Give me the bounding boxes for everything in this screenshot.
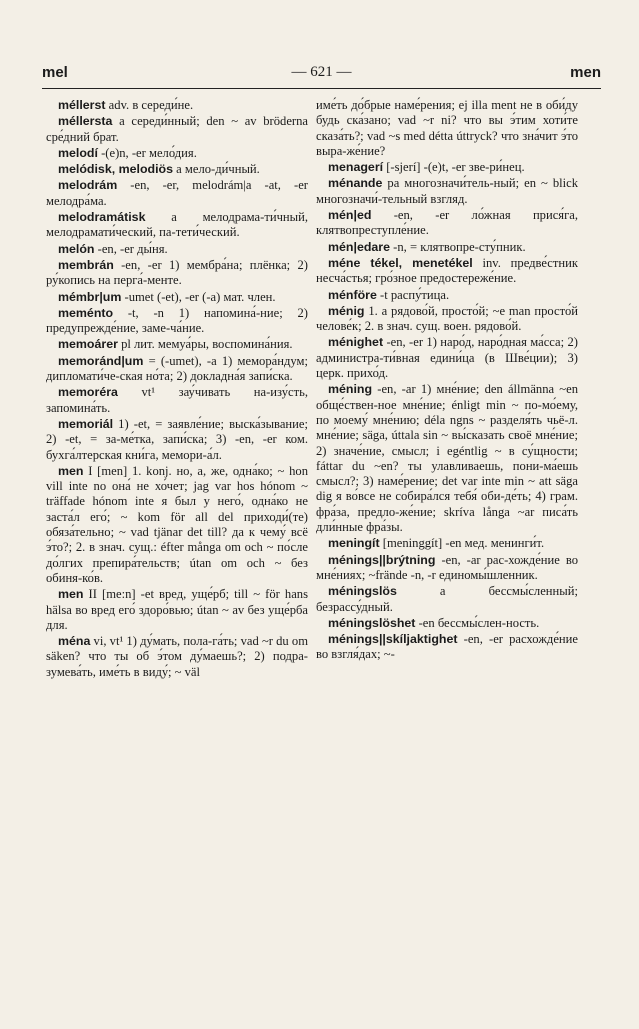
entry-definition: pa многозначи́тель-ный; en ~ blick многозначи́-тельный взгляд.	[316, 176, 578, 206]
entry-definition: inv. предве́стник несча́стья; гро́зное предостереже́ние.	[316, 255, 578, 286]
entry-headword: ménig	[328, 303, 365, 318]
entry-headword: melódisk, melodiös	[58, 162, 173, 177]
entry-definition: [meninggít] -en мед. менинги́т.	[379, 536, 545, 551]
entry-definition: pl лит. мемуа́ры, воспомина́ния.	[117, 337, 293, 352]
entry-headword: méning	[328, 382, 373, 397]
entry-headword: mémbr|um	[58, 289, 122, 304]
dictionary-entry	[46, 354, 308, 385]
entry-definition: -en, -ar 1) мне́ние; den állmänna ~en обще́ствен-ное мне́ние; énligt min ~ по-мо́ему, по моему́ мне́нию; déla ngns ~ разделя́ть чьё-л. мне́ние; säga, úttala sin ~ вы́сказать своё мне́ние; 2) значе́ние, смысл; i egéntlig ~ в су́щности; fáttar du ~en? ты улавливаешь, пони-ма́ешь смысл?; 3) наме́рение; det var inte min ~ att säga dig я во́все не собира́лся тебя́ оби-де́ть; 4) грам. фра́за, предло-же́ние; skríva långa ~ar писа́ть дли́нные фра́зы.	[316, 382, 578, 535]
entry-definition: 1. a рядово́й, просто́й; ~e man просто́й челове́к; 2. в знач. сущ. воен. рядово́й.	[316, 303, 578, 334]
dictionary-entry	[46, 162, 308, 177]
entry-headword: melón	[58, 241, 95, 256]
dictionary-entry	[46, 258, 308, 289]
entry-headword: méningslöshet	[328, 615, 416, 630]
entry-definition: a мелодрама-ти́чный, мелодрамати́ческий, па-тети́ческий.	[46, 210, 308, 240]
dictionary-entry	[316, 335, 578, 381]
entry-headword: mén|ed	[328, 208, 372, 223]
dictionary-entry	[46, 210, 308, 241]
entry-definition: = (-umet), -a 1) мемора́ндум; дипломати́че-ская но́та; 2) докладна́я запи́ска.	[46, 353, 308, 384]
entry-headword: memoárer	[58, 337, 118, 352]
entry-headword: melodrám	[58, 178, 118, 193]
dictionary-entry	[46, 290, 308, 305]
entry-headword: méllersta	[58, 114, 113, 129]
entry-headword: memoránd|um	[58, 353, 144, 368]
entry-definition: a мело-ди́чный.	[173, 162, 260, 177]
page-header	[42, 64, 601, 89]
dictionary-entry	[316, 176, 578, 207]
entry-definition: -n, = клятвопре-сту́пник.	[390, 239, 526, 254]
entry-definition: vi, vt¹ 1) ду́мать, пола-га́ть; vad ~r du om säken? что ты об э́том ду́маешь?; 2) подра-зумева́ть, име́ть в виду́; ~ väl	[46, 634, 308, 679]
entry-headword: ménande	[328, 176, 383, 191]
entry-headword: ménighet	[328, 335, 384, 350]
page-number: — 621 —	[291, 64, 352, 80]
dictionary-entry	[316, 536, 578, 551]
dictionary-entry	[316, 382, 578, 535]
entry-headword: melodramátisk	[58, 210, 146, 225]
dictionary-entry	[316, 553, 578, 584]
dictionary-entry	[46, 242, 308, 257]
dictionary-entry	[316, 240, 578, 255]
header-left-guide-word: mel	[42, 64, 68, 81]
right-column	[316, 98, 578, 664]
entry-headword: membrán	[58, 257, 114, 272]
entry-definition: I [men] 1. konj. но, а, же, одна́ко; ~ hon vill inte no она́ не хо́чет; jag var hos hónom ~ träffade hónom inte я был у него́, одна́ко не заста́л его́; ~ kom för all del приходи́(те) обяза́тельно; ~ vad tjänar det till? да к чему́ всё э́то?; 2. в знач. сущ.: éfter många om och ~ по́сле до́лгих препира́тельств; útan om och ~ без обиня-ко́в.	[46, 463, 308, 585]
dictionary-entry	[46, 385, 308, 416]
entry-headword: ménings||brýtning	[328, 552, 436, 567]
dictionary-entry	[46, 417, 308, 463]
entry-definition: -en бессмы́слен-ность.	[415, 615, 540, 630]
entry-definition: -en, -er ды́ня.	[94, 241, 168, 256]
entry-headword: meningít	[328, 536, 380, 551]
dictionary-entry	[316, 632, 578, 663]
entry-definition: -en, -er ло́жная прися́га, клятвопреступле́ние.	[316, 208, 578, 238]
entry-headword: memoriál	[58, 416, 114, 431]
entry-headword: men	[58, 587, 84, 602]
dictionary-entry	[316, 584, 578, 615]
entry-headword: melodí	[58, 145, 98, 160]
entry-headword: méne tékel, menetékel	[328, 255, 473, 270]
dictionary-entry	[46, 306, 308, 337]
entry-headword: meménto	[58, 305, 114, 320]
entry-headword: menagerí	[328, 160, 384, 175]
dictionary-entry	[316, 288, 578, 303]
left-column	[46, 98, 308, 681]
entry-definition: -umet (-et), -er (-a) мат. член.	[121, 289, 276, 304]
entry-headword: ménföre	[328, 287, 377, 302]
entry-headword: memoréra	[58, 385, 118, 400]
entry-definition: 1) -et, = заявле́ние; выска́зывание; 2) -et, = за-ме́тка, запи́ска; 3) -en, -er ком. бухга́лтерская кни́га, мемори-а́л.	[46, 416, 308, 462]
entry-definition: II [me:n] -et вред, уще́рб; till ~ för hans hälsa во вред его́ здоро́вью; útan ~ av без уще́рба для.	[46, 587, 308, 632]
entry-definition: име́ть до́брые наме́рения; ej illa ment не в оби́ду будь ска́зано; vad ~r ni? что вы э́тим хоти́те сказа́ть?; vad ~s med détta úttryck? что зна́чит э́то выра-же́ние?	[316, 98, 578, 158]
dictionary-entry	[46, 146, 308, 161]
dictionary-entry	[46, 114, 308, 145]
entry-definition: -t, -n 1) напомина́-ние; 2) предупрежде́ние, заме-ча́ние.	[46, 305, 308, 336]
dictionary-entry	[46, 178, 308, 209]
entry-definition: [-sjerí] -(e)t, -er зве-ри́нец.	[383, 160, 525, 175]
entry-definition: -en, -er 1) мембра́на; плёнка; 2) ру́копись на перга́-менте.	[46, 257, 308, 288]
dictionary-entry	[316, 160, 578, 175]
entry-headword: méllerst	[58, 98, 106, 112]
entry-definition: adv. в середи́не.	[105, 98, 194, 112]
entry-definition: -(e)n, -er мело́дия.	[97, 145, 197, 160]
entry-definition: -en, -ar рас-хожде́ние во мне́ниях; ~frände -n, -r единомы́шленник.	[316, 552, 578, 582]
dictionary-entry	[46, 634, 308, 680]
entry-headword: méningslös	[328, 584, 397, 599]
entry-definition: -en, -er 1) наро́д, наро́дная ма́сса; 2) администра-ти́вная едини́ца (в Шве́ции); 3) церк. прихо́д.	[316, 335, 578, 381]
dictionary-entry	[316, 304, 578, 335]
entry-headword: men	[58, 463, 84, 478]
entry-definition: -t распу́тица.	[376, 287, 450, 302]
entry-definition: -en, -er, melodrám|a -at, -er мелодра́ма.	[46, 178, 308, 208]
dictionary-entry	[316, 98, 578, 159]
entry-definition: -en, -er расхожде́ние во взгля́дах; ~-	[316, 632, 578, 662]
dictionary-entry	[46, 337, 308, 352]
entry-definition: a середи́нный; den ~ av bröderna сре́дний брат.	[46, 114, 308, 144]
entry-headword: ména	[58, 634, 91, 649]
entry-definition: a бессмы́сленный; безрассу́дный.	[316, 584, 578, 614]
dictionary-entry	[46, 587, 308, 633]
dictionary-entry	[316, 256, 578, 287]
dictionary-entry	[46, 464, 308, 586]
dictionary-entry	[316, 616, 578, 631]
header-right-guide-word: men	[570, 64, 601, 81]
entry-headword: mén|edare	[328, 239, 391, 254]
entry-definition: vt¹ зау́чивать на-изу́сть, запомина́ть.	[46, 385, 308, 415]
dictionary-entry	[46, 98, 308, 113]
entry-headword: ménings||skíljaktighet	[328, 632, 458, 647]
dictionary-entry	[316, 208, 578, 239]
